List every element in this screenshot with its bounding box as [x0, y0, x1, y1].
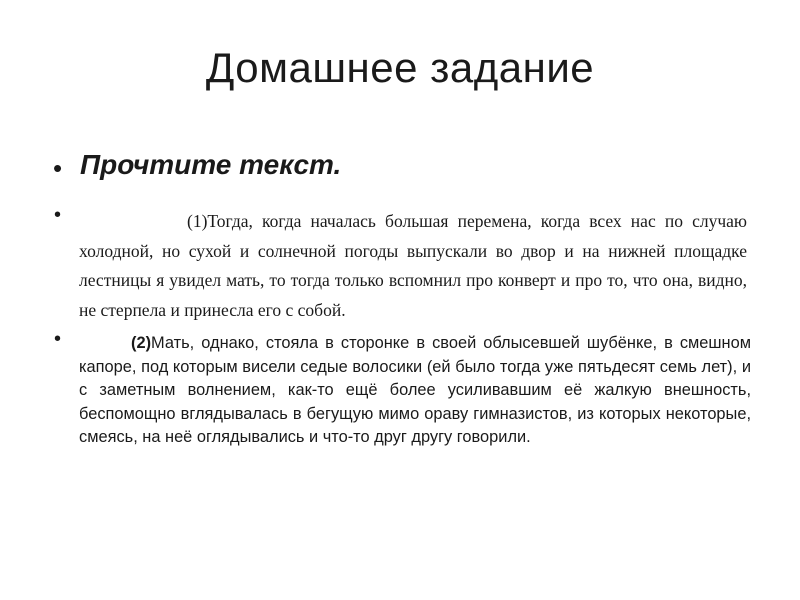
task-heading: Прочтите текст. — [80, 149, 342, 180]
paragraph-text: Мать, однако, стояла в сторонке в своей облысевшей шубёнке, в смешном капоре, под которым висели седые волосики (ей было тогда уже пятьдесят семь лет), и с заметным волнением, как-то ещё более усиливавшим её жалкую внешность, беспомощно вглядывалась в бегущую мимо ораву гимназистов, из которых некоторые, смеясь, на неё оглядывались и что-то друг другу говорили. — [79, 334, 751, 446]
paragraph-text: Тогда, когда началась большая перемена, когда всех нас по случаю холодной, но сухой и солнечной погоды выпускали во двор и на нижней площадке лестницы я увидел мать, то тогда только вспомнил про конверт и про то, что она, видно, не стерпела и принесла его с собой. — [79, 211, 747, 320]
bullet-icon: • — [53, 153, 63, 183]
paragraph-number: (1) — [187, 211, 208, 231]
bullet-icon: • — [54, 204, 62, 226]
slide-title: Домашнее задание — [205, 44, 595, 91]
paragraph-number: (2) — [131, 334, 152, 352]
bullet-icon: • — [54, 328, 62, 350]
paragraph-2 — [79, 332, 751, 450]
paragraph-1 — [79, 207, 747, 325]
